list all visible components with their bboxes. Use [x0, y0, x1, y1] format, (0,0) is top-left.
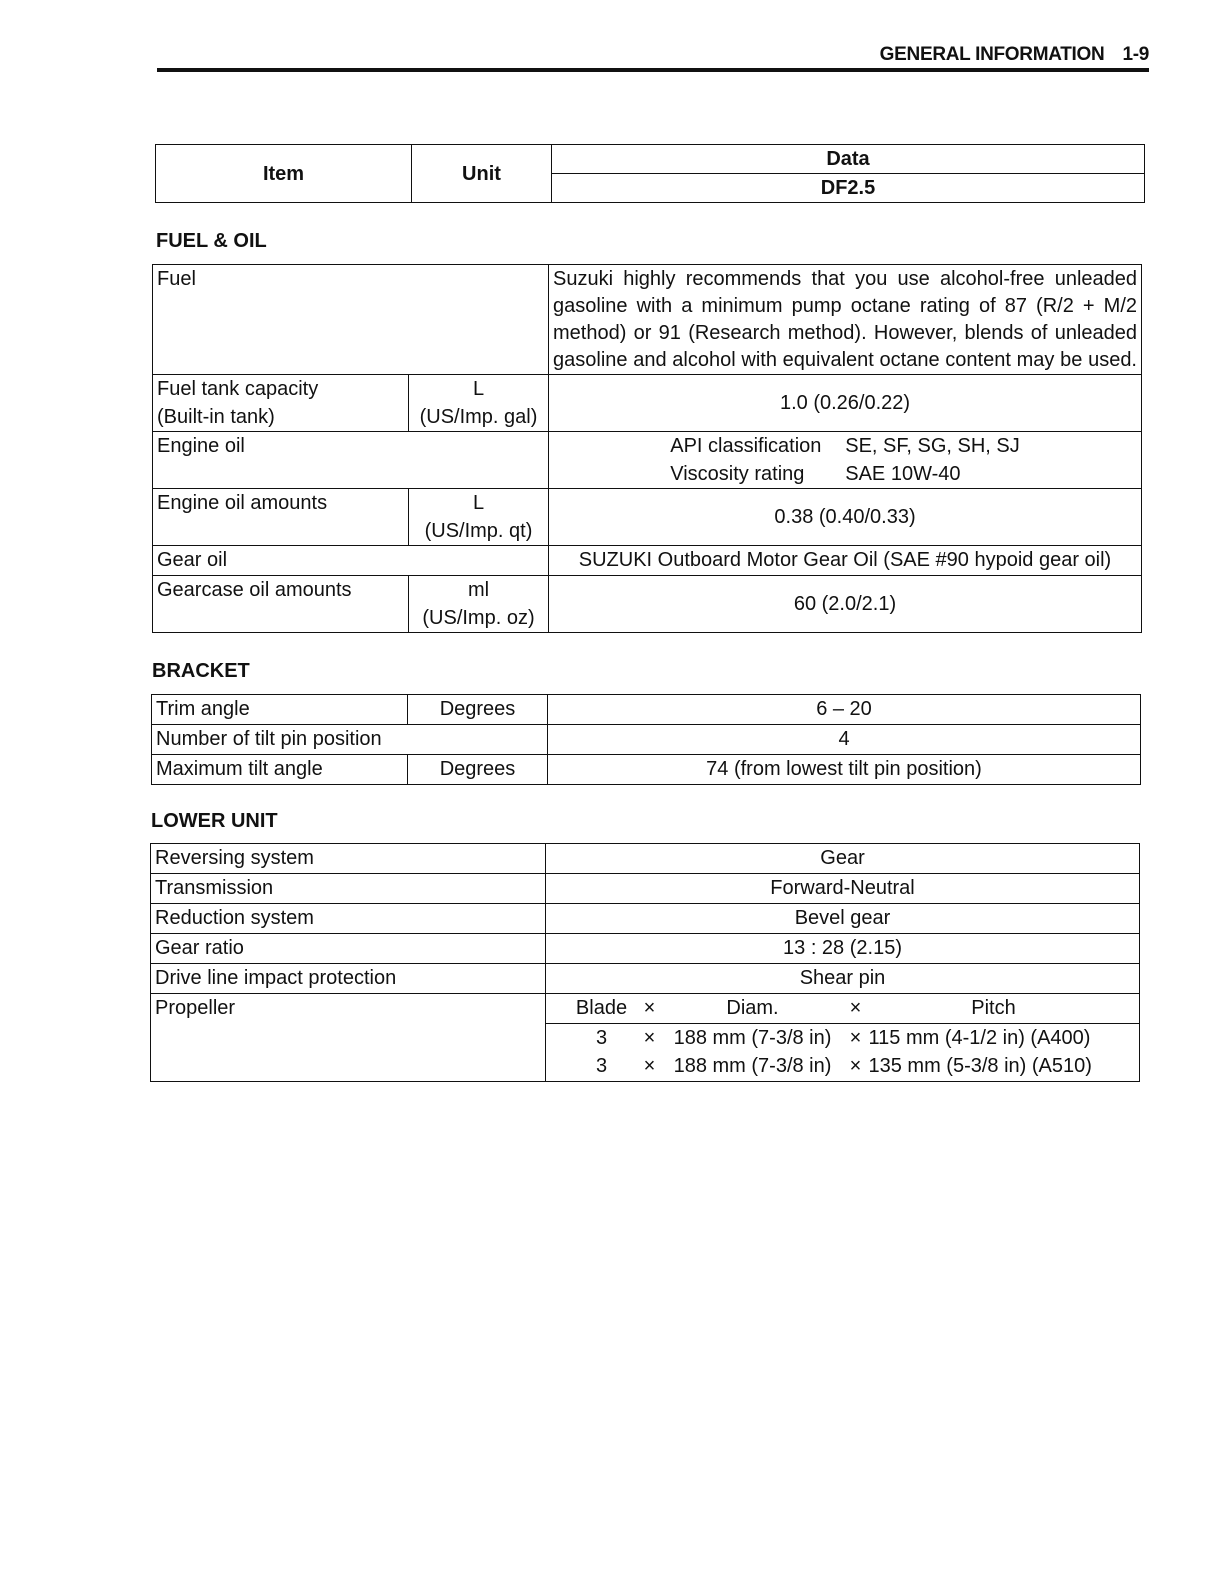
viscosity-value: SAE 10W-40 — [845, 463, 961, 485]
bracket-table — [151, 694, 1141, 785]
prop-head-x: × — [643, 997, 656, 1019]
prop-pitch: 135 mm (5-3/8 in) (A510) — [868, 1055, 1092, 1077]
tank-label-line: Fuel tank capacity — [157, 378, 319, 400]
page-header — [157, 40, 1149, 72]
bracket-item: Trim angle — [152, 695, 408, 725]
oil-amount-label: Engine oil amounts — [153, 489, 409, 546]
bracket-value: 4 — [548, 725, 1141, 755]
gearcase-unit — [409, 576, 549, 633]
fuel-text-line: gasoline with a minimum pump octane rating of 87 (R/2 + M/2 — [553, 295, 1137, 317]
prop-pitch: 115 mm (4-1/2 in) (A400) — [868, 1027, 1091, 1049]
fuel-oil-table — [152, 264, 1142, 633]
lower-unit-table — [150, 843, 1140, 1082]
propeller-row — [550, 1052, 1135, 1080]
viscosity-label: Viscosity rating — [670, 463, 805, 485]
engine-oil-value — [549, 432, 1142, 489]
gearcase-value: 60 (2.0/2.1) — [549, 576, 1142, 633]
prop-head-x: × — [849, 997, 862, 1019]
api-label: API classification — [670, 435, 822, 457]
prop-x: × — [849, 1027, 862, 1049]
prop-diam: 188 mm (7-3/8 in) — [673, 1055, 832, 1077]
bracket-item: Maximum tilt angle — [152, 755, 408, 785]
lower-value: Gear — [546, 844, 1140, 874]
lower-item: Reversing system — [151, 844, 546, 874]
propeller-head-row — [550, 994, 1135, 1022]
fuel-text-line: method) or 91 (Research method). However, blends of unleaded — [553, 322, 1137, 344]
header-text — [880, 44, 1149, 66]
fuel-text-line: Suzuki highly recommends that you use alcohol-free unleaded — [553, 268, 1137, 290]
head-data: Data — [552, 145, 1145, 174]
lower-value: Forward-Neutral — [546, 874, 1140, 904]
gear-oil-value: SUZUKI Outboard Motor Gear Oil (SAE #90 hypoid gear oil) — [549, 546, 1142, 576]
gearcase-unit-line: ml — [467, 579, 490, 601]
engine-oil-spec — [670, 432, 1020, 488]
oil-amount-unit-line: (US/Imp. qt) — [424, 520, 533, 542]
tank-label — [153, 375, 409, 432]
fuel-text — [549, 265, 1142, 375]
tank-unit — [409, 375, 549, 432]
tank-unit-line: L — [472, 378, 485, 400]
tank-label-line: (Built-in tank) — [157, 406, 275, 428]
prop-head-pitch: Pitch — [971, 997, 1016, 1019]
fuel-text-line: gasoline and alcohol with equivalent octane content may be used. — [553, 349, 1137, 371]
lower-value: Shear pin — [546, 964, 1140, 994]
prop-x: × — [643, 1027, 656, 1049]
prop-head-blade: Blade — [575, 997, 628, 1019]
bracket-value: 74 (from lowest tilt pin position) — [548, 755, 1141, 785]
head-model: DF2.5 — [552, 174, 1145, 203]
bracket-unit: Degrees — [408, 695, 548, 725]
tank-unit-line: (US/Imp. gal) — [419, 406, 538, 428]
section-lower-unit: LOWER UNIT — [151, 810, 278, 832]
header-rule — [157, 68, 1149, 72]
bracket-value: 6 – 20 — [548, 695, 1141, 725]
tank-value: 1.0 (0.26/0.22) — [549, 375, 1142, 432]
spec-header-table — [155, 144, 1145, 203]
propeller-values — [546, 1024, 1140, 1082]
section-bracket: BRACKET — [152, 660, 250, 682]
propeller-head — [546, 994, 1140, 1024]
prop-blade: 3 — [595, 1055, 608, 1077]
fuel-label: Fuel — [153, 265, 549, 375]
head-item: Item — [156, 145, 412, 203]
gearcase-unit-line: (US/Imp. oz) — [422, 607, 535, 629]
oil-amount-unit-line: L — [472, 492, 485, 514]
oil-amount-value: 0.38 (0.40/0.33) — [549, 489, 1142, 546]
oil-amount-unit — [409, 489, 549, 546]
lower-value: Bevel gear — [546, 904, 1140, 934]
header-section: GENERAL INFORMATION — [879, 44, 1105, 65]
lower-item: Transmission — [151, 874, 546, 904]
lower-item: Gear ratio — [151, 934, 546, 964]
prop-head-diam: Diam. — [726, 997, 779, 1019]
gearcase-label: Gearcase oil amounts — [153, 576, 409, 633]
prop-x: × — [849, 1055, 862, 1077]
propeller-label: Propeller — [151, 994, 546, 1082]
propeller-row — [550, 1024, 1135, 1052]
page-number: 1-9 — [1122, 44, 1149, 65]
gear-oil-label: Gear oil — [153, 546, 549, 576]
lower-item: Drive line impact protection — [151, 964, 546, 994]
lower-item: Reduction system — [151, 904, 546, 934]
prop-x: × — [643, 1055, 656, 1077]
engine-oil-label: Engine oil — [153, 432, 549, 489]
bracket-unit: Degrees — [408, 755, 548, 785]
head-unit: Unit — [412, 145, 552, 203]
api-value: SE, SF, SG, SH, SJ — [845, 435, 1020, 457]
lower-value: 13 : 28 (2.15) — [546, 934, 1140, 964]
section-fuel-oil: FUEL & OIL — [156, 230, 267, 252]
prop-diam: 188 mm (7-3/8 in) — [673, 1027, 832, 1049]
bracket-item: Number of tilt pin position — [152, 725, 548, 755]
prop-blade: 3 — [595, 1027, 608, 1049]
